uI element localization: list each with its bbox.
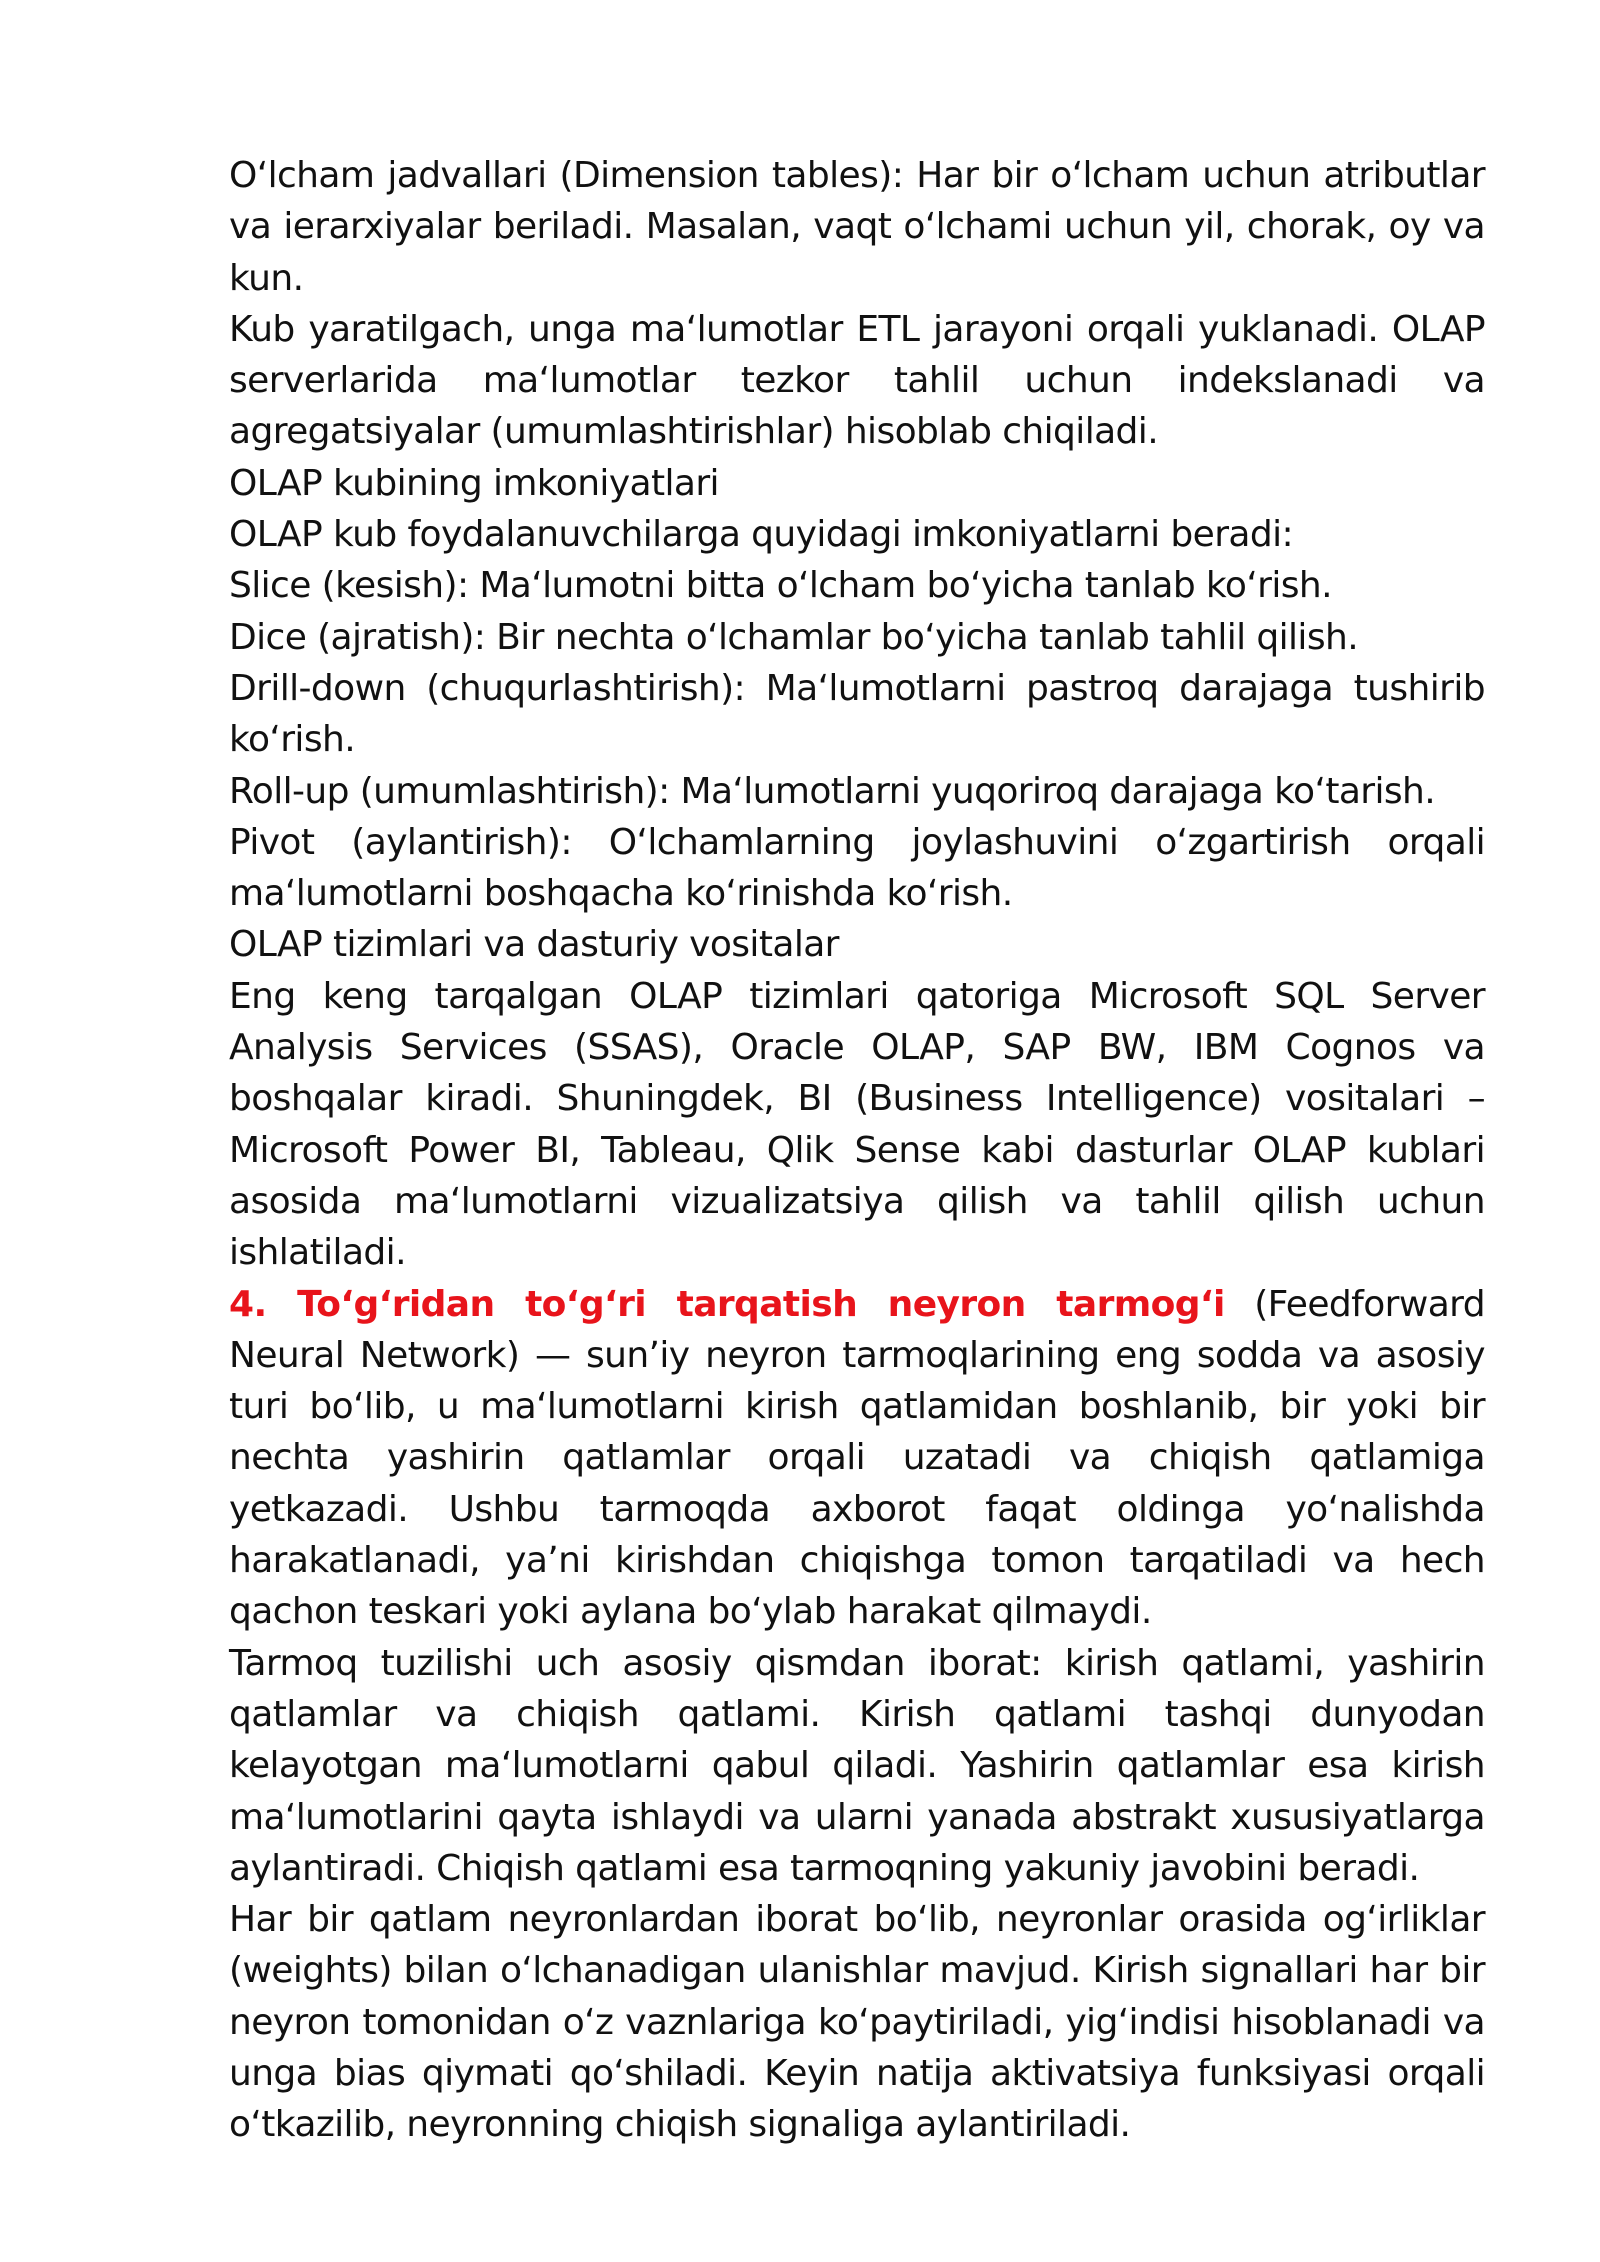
list-item-dice: Dice (ajratish): Bir nechta oʻlchamlar boʻyicha tanlab tahlil qilish.: [229, 616, 1359, 658]
heading-olap-kub-imkoniyatlari: OLAP kubining imkoniyatlari: [229, 462, 719, 504]
section-4-title: 4. To‘g‘ridan to‘g‘ri tarqatish neyron tarmog‘i: [229, 1283, 1225, 1325]
paragraph-neurons-weights: Har bir qatlam neyronlardan iborat boʻlib, neyronlar orasida ogʻirliklar (weights) bilan oʻlchanadigan ulanishlar mavjud. Kirish signallari har bir neyron tomonidan oʻz vaznlariga koʻpaytiriladi, yigʻindisi hisoblanadi va unga bias qiymati qoʻshiladi. Keyin natija aktivatsiya funksiyasi orqali oʻtkazilib, neyronning chiqish signaliga aylantiriladi.: [229, 1899, 1485, 2146]
list-item-slice: Slice (kesish): Maʻlumotni bitta oʻlcham boʻyicha tanlab koʻrish.: [229, 565, 1332, 607]
list-item-drill-down: Drill-down (chuqurlashtirish): Maʻlumotlarni pastroq darajaga tushirib koʻrish.: [229, 667, 1485, 761]
paragraph-olap-intro: OLAP kub foydalanuvchilarga quyidagi imkoniyatlarni beradi:: [229, 514, 1294, 556]
document-page: [229, 150, 1485, 2151]
paragraph-section-4: [229, 1279, 1485, 1638]
paragraph-dimension-tables: Oʻlcham jadvallari (Dimension tables): Har bir oʻlcham uchun atributlar va ierarxiyalar beriladi. Masalan, vaqt oʻlchami uchun yil, chorak, oy va kun.: [229, 155, 1485, 299]
section-4-text: (Feedforward Neural Network) — sun’iy neyron tarmoqlarining eng sodda va asosiy turi boʻlib, u maʻlumotlarni kirish qatlamidan boshlanib, bir yoki bir nechta yashirin qatlamlar orqali uzatadi va chiqish qatlamiga yetkazadi. Ushbu tarmoqda axborot faqat oldinga yoʻnalishda harakatlanadi, yaʼni kirishdan chiqishga tomon tarqatiladi va hech qachon teskari yoki aylana boʻylab harakat qilmaydi.: [229, 1283, 1485, 1633]
paragraph-network-structure: Tarmoq tuzilishi uch asosiy qismdan iborat: kirish qatlami, yashirin qatlamlar va chiqish qatlami. Kirish qatlami tashqi dunyodan kelayotgan maʻlumotlarni qabul qiladi. Yashirin qatlamlar esa kirish maʻlumotlarini qayta ishlaydi va ularni yanada abstrakt xususiyatlarga aylantiradi. Chiqish qatlami esa tarmoqning yakuniy javobini beradi.: [229, 1642, 1485, 1889]
list-item-roll-up: Roll-up (umumlashtirish): Maʻlumotlarni yuqoriroq darajaga koʻtarish.: [229, 770, 1436, 812]
list-item-pivot: Pivot (aylantirish): Oʻlchamlarning joylashuvini oʻzgartirish orqali maʻlumotlarni boshqacha koʻrinishda koʻrish.: [229, 821, 1485, 915]
heading-olap-tizimlari: OLAP tizimlari va dasturiy vositalar: [229, 924, 839, 966]
paragraph-olap-systems: Eng keng tarqalgan OLAP tizimlari qatoriga Microsoft SQL Server Analysis Services (SSAS), Oracle OLAP, SAP BW, IBM Cognos va boshqalar kiradi. Shuningdek, BI (Business Intelligence) vositalari – Microsoft Power BI, Tableau, Qlik Sense kabi dasturlar OLAP kublari asosida maʻlumotlarni vizualizatsiya qilish va tahlil qilish uchun ishlatiladi.: [229, 975, 1485, 1274]
paragraph-kub-etl: Kub yaratilgach, unga maʻlumotlar ETL jarayoni orqali yuklanadi. OLAP serverlarida maʻlumotlar tezkor tahlil uchun indekslanadi va agregatsiyalar (umumlashtirishlar) hisoblab chiqiladi.: [229, 308, 1485, 453]
